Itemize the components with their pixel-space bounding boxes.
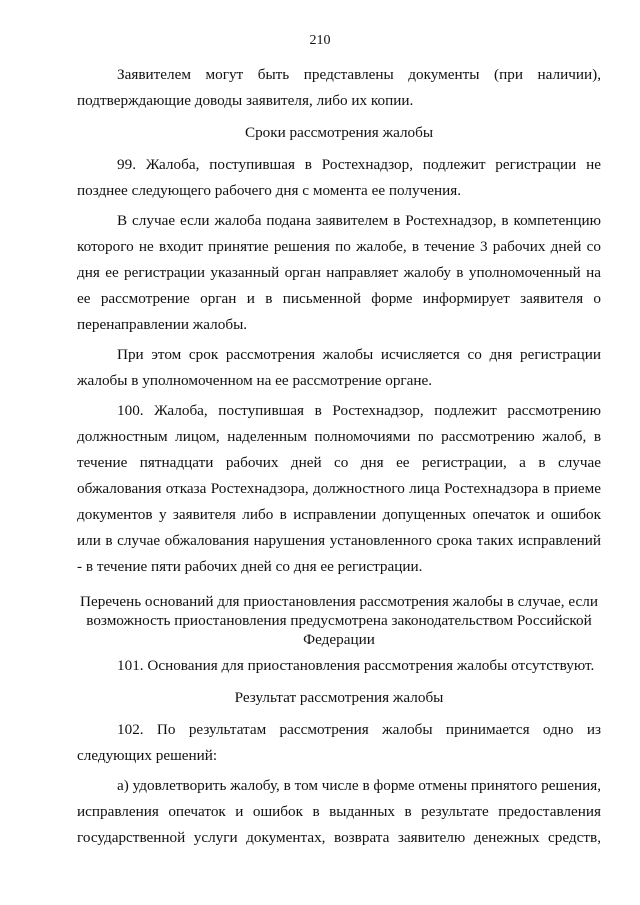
paragraph-102-a: а) удовлетворить жалобу, в том числе в форме отмены принятого решения, исправления опечаток и ошибок в выданных в результате предоставления государственной услуги документах, возврата заявителю денежных средств, — [77, 777, 601, 846]
paragraph-term-calculation: При этом срок рассмотрения жалобы исчисляется со дня регистрации жалобы в уполномоченном на ее рассмотрение органе. — [77, 346, 601, 389]
document-body — [77, 62, 601, 851]
paragraph-100: 100. Жалоба, поступившая в Ростехнадзор, подлежит рассмотрению должностным лицом, наделенным полномочиями по рассмотрению жалоб, в течение пятнадцати рабочих дней со дня ее регистрации, а в случае обжалования отказа Ростехнадзора, должностного лица Ростехнадзора в приеме документов у заявителя либо в исправлении допущенных опечаток и ошибок или в случае обжалования нарушения установленного срока таких исправлений - в течение пяти рабочих дней со дня ее регистрации. — [77, 402, 601, 575]
heading-review-result: Результат рассмотрения жалобы — [234, 689, 444, 706]
page-number: 210 — [309, 33, 331, 48]
paragraph-102: 102. По результатам рассмотрения жалобы принимается одно из следующих решений: — [77, 721, 601, 764]
heading-suspension-grounds: Перечень оснований для приостановления рассмотрения жалобы в случае, если возможность приостановления предусмотрена законодательством Российской Федерации — [80, 593, 598, 648]
paragraph-redirect: В случае если жалоба подана заявителем в Ростехнадзор, в компетенцию которого не входит принятие решения по жалобе, в течение 3 рабочих дней со дня ее регистрации указанный орган направляет жалобу в уполномоченный на ее рассмотрение орган и в письменной форме информирует заявителя о перенаправлении жалобы. — [77, 212, 601, 333]
heading-review-terms: Сроки рассмотрения жалобы — [244, 124, 434, 141]
paragraph-applicant-documents: Заявителем могут быть представлены документы (при наличии), подтверждающие доводы заявителя, либо их копии. — [77, 66, 601, 109]
paragraph-101: 101. Основания для приостановления рассмотрения жалобы отсутствуют. — [117, 657, 595, 674]
paragraph-99: 99. Жалоба, поступившая в Ростехнадзор, подлежит регистрации не позднее следующего рабочего дня с момента ее получения. — [77, 156, 601, 199]
